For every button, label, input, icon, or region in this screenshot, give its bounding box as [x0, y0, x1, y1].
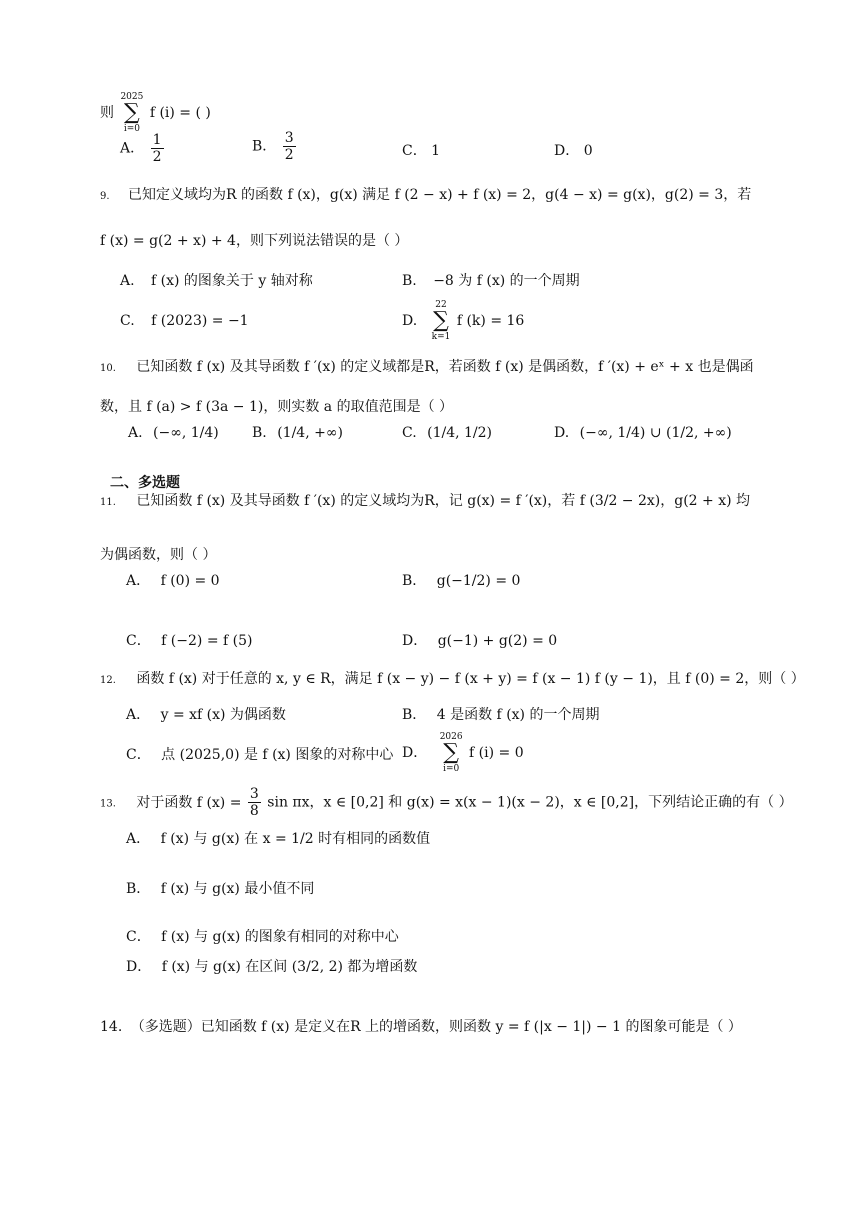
option-text: f (−2) = f (5): [161, 633, 253, 649]
sum-lower: k=1: [431, 332, 451, 342]
q9-option-d[interactable]: [402, 300, 524, 342]
option-label: B．: [402, 707, 427, 723]
q10-line2: 数，且 f (a) > f (3a − 1)，则实数 a 的取值范围是（ ）: [100, 399, 454, 415]
option-label: A.: [128, 425, 143, 441]
option-text: 0: [583, 143, 593, 159]
option-label: A．: [126, 707, 151, 723]
option-label: C．: [126, 929, 151, 945]
option-label: C．: [126, 633, 151, 649]
q8-option-a[interactable]: [120, 132, 166, 165]
option-text: f (k) = 16: [456, 313, 525, 329]
option-label: C．: [126, 747, 151, 763]
option-label: B.: [402, 273, 417, 289]
question-text-cont: sin πx，x ∈ [0,2] 和 g(x) = x(x − 1)(x − 2)，x ∈ [0,2]，下列结论正确的有（ ）: [267, 794, 793, 811]
q12-option-a[interactable]: [126, 706, 286, 724]
question-number: 13.: [100, 798, 116, 810]
question-text: 已知函数 f (x) 及其导函数 f ′(x) 的定义域都是R，若函数 f (x) 是偶函数，f ′(x) + eˣ + x 也是偶函: [136, 359, 754, 375]
q8-stem: [100, 92, 211, 134]
q12-option-b[interactable]: [402, 706, 599, 724]
fraction: $\frac{1}{2}$: [152, 132, 162, 165]
option-text: f (x) 与 g(x) 最小值不同: [160, 881, 315, 897]
q8-option-b[interactable]: [252, 130, 298, 163]
option-text: f (i) = 0: [469, 745, 524, 761]
option-text: g(−1/2) = 0: [436, 573, 521, 589]
q11-option-b[interactable]: [402, 572, 520, 590]
question-text: 已知定义域均为R 的函数 f (x)，g(x) 满足 f (2 − x) + f (x) = 2，g(4 − x) = g(x)，g(2) = 3，若: [128, 187, 752, 203]
option-label: B．: [252, 138, 277, 155]
q8-option-d[interactable]: [554, 142, 593, 160]
sum-upper: 2025: [120, 92, 144, 102]
summation-symbol: 2026 ∑ i=0: [439, 732, 463, 774]
q10-option-d[interactable]: [554, 424, 732, 442]
option-text: f (0) = 0: [160, 573, 220, 589]
question-number: 11.: [100, 497, 116, 508]
option-label: A.: [120, 273, 135, 289]
option-text: g(−1) + g(2) = 0: [437, 633, 558, 649]
q11-option-c[interactable]: [126, 632, 252, 650]
option-label: A．: [120, 140, 145, 157]
sum-upper: 2026: [439, 732, 463, 742]
option-label: C.: [120, 313, 135, 329]
q11-line1: [100, 492, 750, 512]
q8-option-c[interactable]: [402, 142, 440, 160]
question-number: 10.: [100, 363, 116, 374]
option-text: 4 是函数 f (x) 的一个周期: [436, 707, 600, 723]
question-number: 9.: [100, 191, 110, 202]
question-text: 函数 f (x) 对于任意的 x, y ∈ R，满足 f (x − y) − f (x + y) = f (x − 1) f (y − 1)，且 f (0) = 2，则（ ）: [136, 671, 805, 687]
q9-option-b[interactable]: [402, 272, 580, 290]
option-text: −8 为 f (x) 的一个周期: [433, 273, 580, 289]
option-label: B．: [126, 881, 151, 897]
option-label: A．: [126, 573, 151, 589]
option-label: D．: [126, 959, 152, 975]
q9-line2: f (x) = g(2 + x) + 4，则下列说法错误的是（ ）: [100, 233, 409, 249]
option-text: y = xf (x) 为偶函数: [160, 707, 286, 723]
option-label: D.: [554, 425, 570, 441]
q13-option-c[interactable]: [126, 928, 399, 946]
q10-option-c[interactable]: [402, 424, 492, 442]
option-text: (−∞, 1/4): [153, 425, 219, 441]
summation-symbol: 22 ∑ k=1: [431, 300, 451, 342]
q11-option-d[interactable]: [402, 632, 557, 650]
option-text: f (2023) = −1: [151, 313, 249, 329]
fraction: $\frac{3}{2}$: [284, 130, 294, 163]
option-text: f (x) 与 g(x) 的图象有相同的对称中心: [161, 929, 399, 945]
sum-lower: i=0: [443, 764, 460, 774]
option-text: f (x) 与 g(x) 在 x = 1/2 时有相同的函数值: [160, 831, 431, 847]
q12-option-c[interactable]: [126, 746, 393, 764]
question-text: 已知函数 f (x) 及其导函数 f ′(x) 的定义域均为R，记 g(x) = f ′(x)，若 f (3/2 − 2x)，g(2 + x) 均: [136, 493, 751, 509]
option-text: (−∞, 1/4) ∪ (1/2, +∞): [579, 425, 732, 441]
option-label: D．: [402, 745, 428, 761]
q14-line1: [100, 1018, 742, 1036]
option-text: (1/4, 1/2): [427, 425, 493, 441]
option-text: f (x) 与 g(x) 在区间 (3/2, 2) 都为增函数: [161, 959, 418, 975]
q10-option-b[interactable]: [252, 424, 343, 442]
option-label: D．: [554, 143, 580, 159]
fraction: $\frac{3}{8}$: [249, 786, 259, 819]
option-text: f (x) 的图象关于 y 轴对称: [151, 273, 313, 289]
option-label: C.: [402, 425, 417, 441]
option-label: D．: [402, 633, 428, 649]
q9-option-c[interactable]: [120, 312, 249, 330]
sum-upper: 22: [435, 300, 447, 310]
q13-option-d[interactable]: [126, 958, 417, 976]
question-number: 12.: [100, 675, 116, 686]
option-label: B.: [252, 425, 267, 441]
option-text: (1/4, +∞): [277, 425, 343, 441]
option-text: 1: [431, 143, 441, 159]
q10-line1: [100, 358, 754, 378]
q13-line1: [100, 786, 793, 819]
q10-option-a[interactable]: [128, 424, 219, 442]
summation-symbol: 2025 ∑ i=0: [120, 92, 144, 134]
q12-line1: [100, 670, 805, 690]
q11-line2: 为偶函数，则（ ）: [100, 547, 217, 563]
question-text: 对于函数 f (x) =: [136, 794, 242, 811]
q8-stem-label: 则: [100, 105, 114, 121]
q12-option-d[interactable]: [402, 732, 524, 774]
option-label: B．: [402, 573, 427, 589]
option-label: C．: [402, 143, 427, 159]
q13-option-b[interactable]: [126, 880, 314, 898]
option-label: D.: [402, 313, 418, 329]
section-title: 二、多选题: [110, 475, 180, 491]
q11-option-a[interactable]: [126, 572, 220, 590]
q8-sum-expr: f (i) = ( ): [149, 105, 211, 121]
q9-option-a[interactable]: [120, 272, 313, 290]
sum-lower: i=0: [123, 124, 140, 134]
option-label: A．: [126, 831, 151, 847]
option-text: 点 (2025,0) 是 f (x) 图象的对称中心: [161, 747, 394, 763]
q13-option-a[interactable]: [126, 830, 430, 848]
question-number: 14.: [100, 1019, 123, 1035]
q9-line1: [100, 186, 751, 206]
question-text: （多选题）已知函数 f (x) 是定义在R 上的增函数，则函数 y = f (|x − 1|) − 1 的图象可能是（ ）: [130, 1019, 742, 1035]
